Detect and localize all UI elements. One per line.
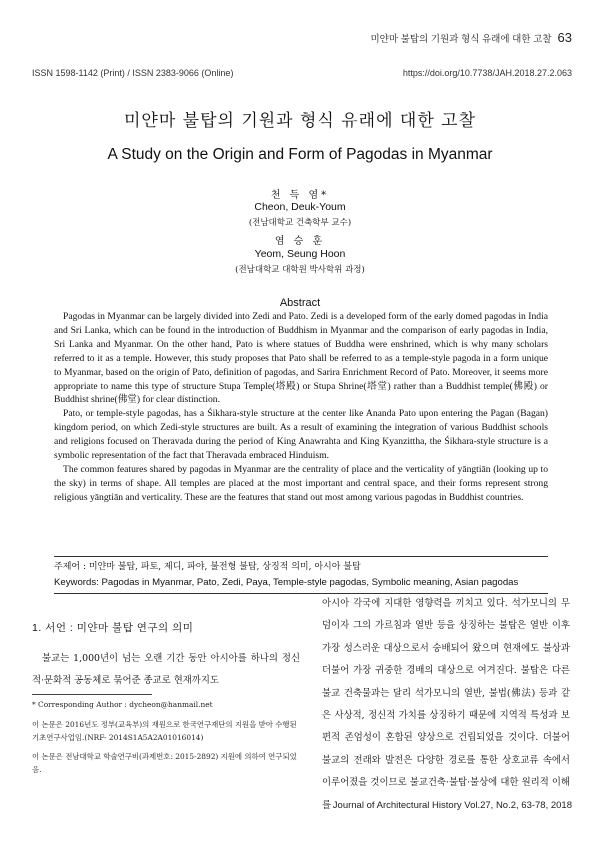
abstract-heading: Abstract <box>279 297 321 309</box>
journal-footer: Journal of Architectural History Vol.27, No.2, 63-78, 2018 <box>332 800 572 811</box>
abstract-paragraph: The common features shared by pagodas in Myanmar are the centrality of place and the verticality of yāngtiān (looking up to the sky) in terms of shape. All temples are placed at the most important and central space, and their forms represent strong religious yāngtiān and verticality. These are the features that stand out most among various pagodas in Buddhist countries. <box>54 463 548 503</box>
abstract-paragraph: Pato, or temple-style pagodas, has a Śikhara-style structure at the center like Ananda Pato upon entering the Pagan (Bagan) kingdom period, on which Zedi-style structures are built. As a result of examining the integration of various Buddhist schools and religions focused on Theravada during the period of King Anawrahta and King Kyanzittha, the Śikhara-style structure is a symbolic representation of the fact that Theravada embraced Hinduism. <box>54 408 548 462</box>
abstract-body <box>54 310 548 505</box>
author-2-korean: 염 승 훈 <box>274 236 326 247</box>
author-1-english: Cheon, Deuk-Youm <box>254 201 346 213</box>
section-heading: 1. 서언 : 미얀마 불탑 연구의 의미 <box>32 622 194 634</box>
footnote-divider <box>32 694 152 695</box>
page-number: 63 <box>557 30 572 45</box>
running-title-text: 미얀마 불탑의 기원과 형식 유래에 대한 고찰 <box>370 34 552 45</box>
keywords-korean: 주제어 : 미얀마 불탑, 파토, 제디, 파야, 불전형 불탑, 상징적 의미, 아시아 불탑 <box>54 562 361 572</box>
abstract-paragraph: Pagodas in Myanmar can be largely divided into Zedi and Pato. Zedi is a developed form of the early domed pagodas in India and Sri Lanka, which can be found in the introduction of Buddhism in Myanmar and the comparison of early pagodas in India, Sri Lanka and Myanmar. On the other hand, Pato is where statues of Buddha were enshrined, which is why many scholars referred to it as a temple. However, this study proposes that Pato shall be referred to as a temple-style pagoda in a form unique to Myanmar, based on the origin of Pato, definition of pagodas, and Sarira Enrichment Record of Pato. Moreover, it seems more appropriate to name this type of structure Stupa Temple(塔殿) or Stupa Shrine(塔堂) rather than a Buddhist temple(佛殿) or Buddhist shrine(佛堂) for clear distinction. <box>54 311 548 406</box>
running-title <box>371 30 573 45</box>
body-paragraph: 불교는 1,000년이 넘는 오랜 기간 동안 아시아를 하나의 정신적·문화적 공동체로 묶어준 종교로 현재까지도 <box>32 653 300 686</box>
left-column <box>32 648 300 692</box>
author-2-affiliation: (전남대학교 대학원 박사학위 과정) <box>235 265 365 275</box>
title-english: A Study on the Origin and Form of Pagodas in Myanmar <box>107 146 493 163</box>
author-1-affiliation: (전남대학교 건축학부 교수) <box>248 218 352 228</box>
doi-link[interactable]: https://doi.org/10.7738/JAH.2018.27.2.063 <box>402 68 572 78</box>
body-paragraph: 아시아 각국에 지대한 영향력을 끼치고 있다. 석가모니의 무덤이자 그의 가르침과 열반 등을 상징하는 불탑은 열반 이후 가장 성스러운 대상으로서 숭배되어 왔으며 현재에도 불상과 더불어 가장 귀중한 경배의 대상으로 여겨진다. 불탑은 다른 불교 건축물과는 달리 석가모니의 열반, 불법(佛法) 등과 같은 사상적, 정신적 가치를 상징하기 때문에 지역적 특성과 보편적 존엄성이 혼합된 양상으로 건립되었을 것이다. 더불어 불교의 전래와 발전은 다양한 경로를 통한 상호교류 속에서 이루어졌을 것이므로 불교건축·불탑·불상에 대한 원리적 이해를 <box>322 598 570 811</box>
author-2-english: Yeom, Seung Hoon <box>254 248 346 260</box>
keywords-english: Keywords: Pagodas in Myanmar, Pato, Zedi, Paya, Temple-style pagodas, Symbolic meaning, Asian pagodas <box>54 577 519 588</box>
author-1-korean: 천 득 염* <box>270 190 330 201</box>
right-column <box>322 593 570 817</box>
footnote-funding-university: 이 논문은 전남대학교 학술연구비(과제번호: 2015-2892) 지원에 의하여 연구되었음. <box>32 752 297 774</box>
title-korean: 미얀마 불탑의 기원과 형식 유래에 대한 고찰 <box>123 111 477 131</box>
issn: ISSN 1598-1142 (Print) / ISSN 2383-9066 (Online) <box>32 68 234 78</box>
keywords-box <box>54 556 548 594</box>
footnote-funding-nrf: 이 논문은 2016년도 정부(교육부)의 재원으로 한국연구재단의 지원을 받아 수행된 기초연구사업임.(NRF- 2014S1A5A2A01016014) <box>32 720 297 742</box>
footnote-corresponding-author: * Corresponding Author : dycheon@hanmail.net <box>32 700 213 709</box>
